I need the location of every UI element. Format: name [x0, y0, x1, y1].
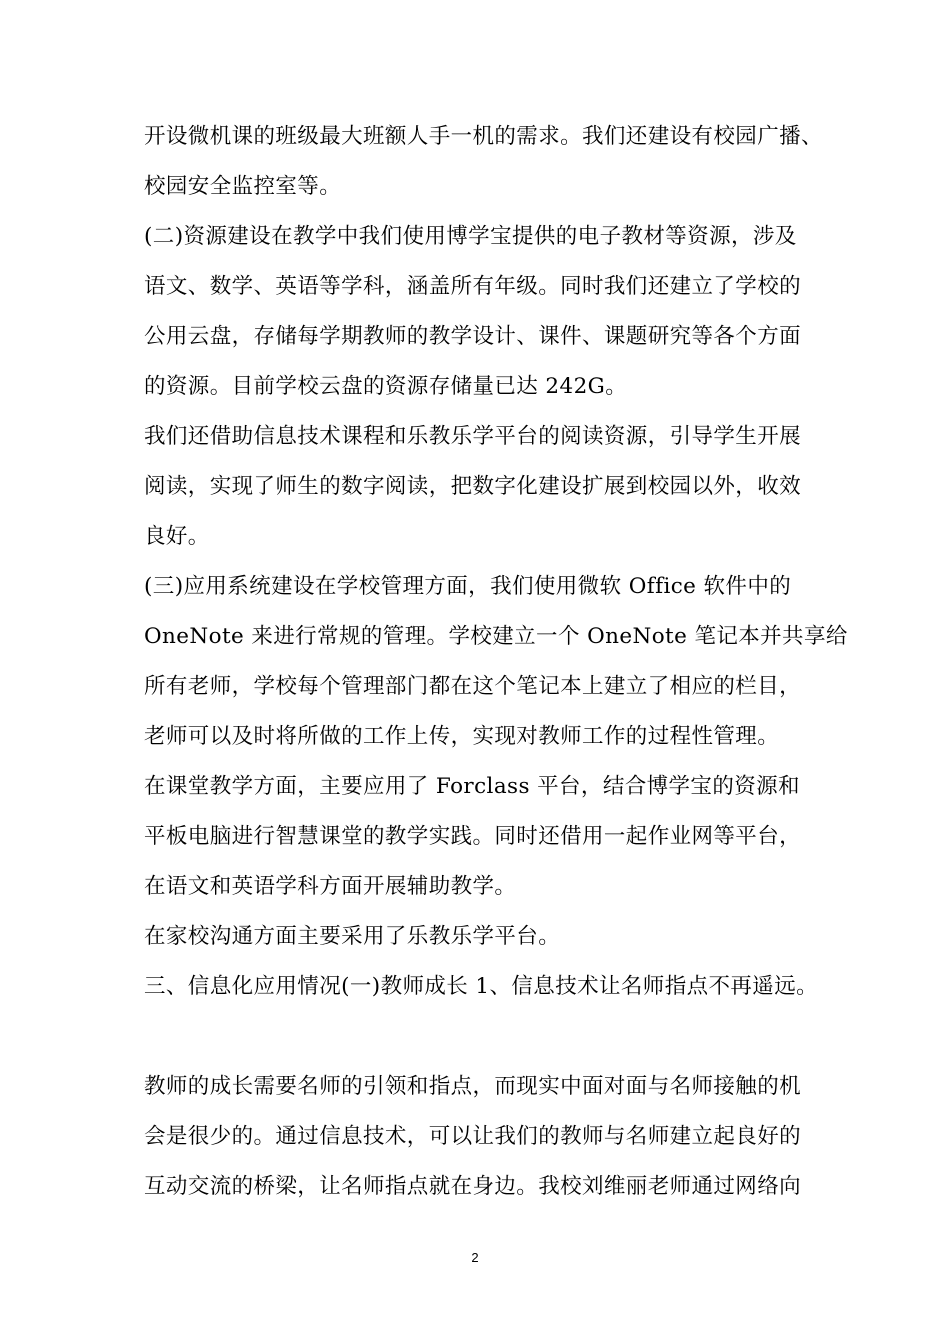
text-line: 开设微机课的班级最大班额人手一机的需求。我们还建设有校园广播、 — [144, 124, 823, 149]
text-line: OneNote 来进行常规的管理。学校建立一个 OneNote 笔记本并共享给 — [144, 624, 848, 649]
text-line: 校园安全监控室等。 — [144, 174, 342, 199]
text-line: 所有老师，学校每个管理部门都在这个笔记本上建立了相应的栏目， — [144, 674, 802, 699]
text-line: 在课堂教学方面，主要应用了 Forclass 平台，结合博学宝的资源和 — [144, 774, 800, 799]
paragraph-gap — [144, 1019, 824, 1069]
text-line: 互动交流的桥梁，让名师指点就在身边。我校刘维丽老师通过网络向 — [144, 1174, 802, 1199]
page-number: 2 — [471, 1250, 479, 1265]
text-line: 教师的成长需要名师的引领和指点，而现实中面对面与名师接触的机 — [144, 1074, 802, 1099]
text-line: (二)资源建设在教学中我们使用博学宝提供的电子教材等资源，涉及 — [144, 224, 797, 249]
text-line: 会是很少的。通过信息技术，可以让我们的教师与名师建立起良好的 — [144, 1124, 802, 1149]
text-line: 我们还借助信息技术课程和乐教乐学平台的阅读资源，引导学生开展 — [144, 424, 802, 449]
text-line: (三)应用系统建设在学校管理方面，我们使用微软 Office 软件中的 — [144, 574, 792, 599]
text-line: 在语文和英语学科方面开展辅助教学。 — [144, 874, 517, 899]
document-body — [144, 119, 848, 1219]
text-line: 的资源。目前学校云盘的资源存储量已达 242G。 — [144, 374, 628, 399]
text-line: 良好。 — [144, 524, 210, 549]
text-line: 语文、数学、英语等学科，涵盖所有年级。同时我们还建立了学校的 — [144, 274, 802, 299]
text-line: 老师可以及时将所做的工作上传，实现对教师工作的过程性管理。 — [144, 724, 780, 749]
text-line: 公用云盘，存储每学期教师的教学设计、课件、课题研究等各个方面 — [144, 324, 802, 349]
text-line: 平板电脑进行智慧课堂的教学实践。同时还借用一起作业网等平台， — [144, 824, 802, 849]
text-line: 三、信息化应用情况(一)教师成长 1、信息技术让名师指点不再遥远。 — [144, 974, 818, 999]
text-line: 在家校沟通方面主要采用了乐教乐学平台。 — [144, 924, 561, 949]
text-line: 阅读，实现了师生的数字阅读，把数字化建设扩展到校园以外，收效 — [144, 474, 802, 499]
